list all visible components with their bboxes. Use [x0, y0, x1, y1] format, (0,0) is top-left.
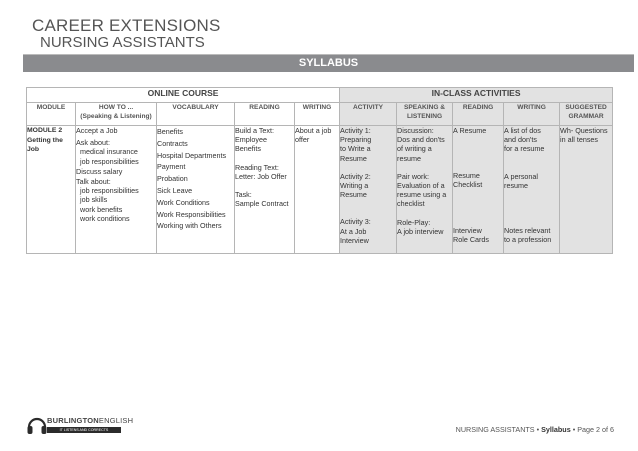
reading-line: Benefits	[235, 144, 261, 154]
vocabulary-item: Benefits	[157, 127, 183, 136]
speaking-cell	[397, 126, 453, 254]
howto-item: Ask about:	[76, 138, 110, 148]
reading-line: Reading Text:	[235, 162, 279, 172]
speaking-line: A job interview	[397, 226, 444, 236]
vocabulary-item: Payment	[157, 162, 186, 172]
howto-subitem: medical insurance	[80, 147, 138, 157]
speaking-line: Evaluation of a	[397, 181, 445, 191]
col-writing: WRITING	[295, 103, 340, 126]
page-footer	[456, 425, 614, 434]
howto-item: Accept a Job	[76, 126, 118, 135]
col-grammar-line2: GRAMMAR	[568, 113, 604, 120]
module-number: MODULE 2	[27, 127, 63, 134]
col-speaking-line2: LISTENING	[406, 113, 443, 120]
document-title: CAREER EXTENSIONS	[32, 16, 221, 35]
activity-line: Activity 2:	[340, 171, 371, 181]
ic-writing-line: A personal	[504, 171, 539, 181]
speaking-line: Role-Play:	[397, 217, 431, 227]
writing-line: About a job	[295, 126, 332, 135]
vocabulary-item: Probation	[157, 174, 188, 184]
activity-line: At a Job	[340, 226, 367, 236]
speaking-line: resume	[397, 153, 422, 163]
ic-reading-line: Resume	[453, 171, 480, 181]
vocabulary-item: Working with Others	[157, 221, 222, 231]
reading-line: Letter: Job Offer	[235, 171, 287, 181]
howto-subitem: work conditions	[80, 213, 130, 223]
activity-cell	[340, 126, 397, 254]
reading-line: Build a Text:	[235, 126, 275, 135]
syllabus-bar: SYLLABUS	[23, 54, 634, 72]
reading-line: Task:	[235, 190, 252, 200]
ic-writing-line: A list of dos	[504, 126, 541, 135]
brand-bold: BURLINGTON	[47, 416, 99, 425]
ic-reading-line: A Resume	[453, 126, 487, 135]
ic-reading-line: Checklist	[453, 180, 483, 190]
speaking-line: Discussion:	[397, 126, 434, 135]
reading-line: Employee	[235, 135, 267, 145]
howto-subitem: job responsibilities	[80, 186, 139, 196]
col-vocabulary: VOCABULARY	[157, 103, 235, 126]
ic-reading-line: Interview	[453, 225, 482, 235]
col-activity: ACTIVITY	[340, 103, 397, 126]
howto-cell	[76, 126, 157, 254]
howto-item: Discuss salary	[76, 166, 123, 176]
col-ic-writing: WRITING	[504, 103, 560, 126]
footer-separator: •	[536, 425, 540, 434]
col-speaking	[397, 103, 453, 126]
module-name-line1: Getting the	[27, 136, 63, 144]
brand-logo-text	[47, 416, 133, 425]
speaking-line: checklist	[397, 199, 425, 209]
col-module: MODULE	[27, 103, 76, 126]
online-course-group: ONLINE COURSE	[27, 88, 340, 103]
ic-writing-line: resume	[504, 180, 529, 190]
grammar-cell	[560, 126, 613, 254]
col-grammar	[560, 103, 613, 126]
grammar-line: in all tenses	[560, 135, 599, 145]
howto-subitem: job responsibilities	[80, 156, 139, 166]
vocabulary-cell	[157, 126, 235, 254]
activity-line: Activity 3:	[340, 217, 371, 227]
page-number: Page 2 of 6	[577, 425, 614, 434]
howto-subitem: job skills	[80, 195, 108, 205]
col-howto	[76, 103, 157, 126]
speaking-line: of writing a	[397, 144, 432, 154]
activity-line: Preparing	[340, 135, 372, 145]
activity-line: to Write a	[340, 144, 371, 154]
footer-course: NURSING ASSISTANTS	[455, 425, 535, 434]
document-subtitle: NURSING ASSISTANTS	[40, 34, 205, 51]
grammar-line: Wh- Questions	[560, 126, 608, 135]
howto-subitem: work benefits	[80, 204, 123, 214]
brand-light: ENGLISH	[98, 416, 134, 425]
ic-reading-line: Role Cards	[453, 234, 489, 244]
speaking-line: Dos and don'ts	[397, 135, 445, 145]
syllabus-table	[26, 87, 613, 254]
howto-item: Talk about:	[76, 177, 111, 187]
table-row	[27, 126, 613, 254]
ic-writing-cell	[504, 126, 560, 254]
writing-cell	[295, 126, 340, 254]
vocabulary-item: Contracts	[157, 138, 188, 148]
vocabulary-item: Sick Leave	[157, 185, 193, 195]
in-class-group: IN-CLASS ACTIVITIES	[340, 88, 613, 103]
headphones-logo-icon	[26, 414, 48, 438]
col-howto-line2: (Speaking & Listening)	[80, 113, 152, 120]
activity-line: Resume	[340, 153, 367, 163]
activity-line: Writing a	[340, 181, 369, 191]
ic-writing-line: Notes relevant	[504, 226, 551, 236]
col-ic-reading: READING	[453, 103, 504, 126]
activity-line: Interview	[340, 235, 369, 245]
speaking-line: resume using a	[397, 190, 447, 200]
col-reading: READING	[235, 103, 295, 126]
module-name-line2: Job	[27, 146, 40, 153]
ic-writing-line: to a profession	[504, 235, 552, 245]
ic-writing-line: and don'ts	[504, 135, 537, 145]
reading-cell	[235, 126, 295, 254]
brand-tagline: IT LISTENS AND CORRECTS	[47, 427, 121, 433]
writing-line: offer	[295, 135, 310, 145]
vocabulary-item: Work Responsibilities	[157, 209, 226, 219]
footer-separator: •	[572, 425, 576, 434]
footer-section: Syllabus	[541, 425, 571, 434]
ic-reading-cell	[453, 126, 504, 254]
activity-line: Activity 1:	[340, 126, 371, 135]
vocabulary-item: Work Conditions	[157, 197, 210, 207]
module-cell	[27, 126, 76, 254]
activity-line: Resume	[340, 190, 367, 200]
vocabulary-item: Hospital Departments	[157, 150, 227, 160]
col-grammar-line1: SUGGESTED	[565, 104, 607, 111]
reading-line: Sample Contract	[235, 199, 289, 209]
col-speaking-line1: SPEAKING &	[404, 104, 446, 111]
speaking-line: Pair work:	[397, 171, 429, 181]
ic-writing-line: for a resume	[504, 144, 545, 154]
col-howto-line1: HOW TO ...	[98, 104, 134, 111]
